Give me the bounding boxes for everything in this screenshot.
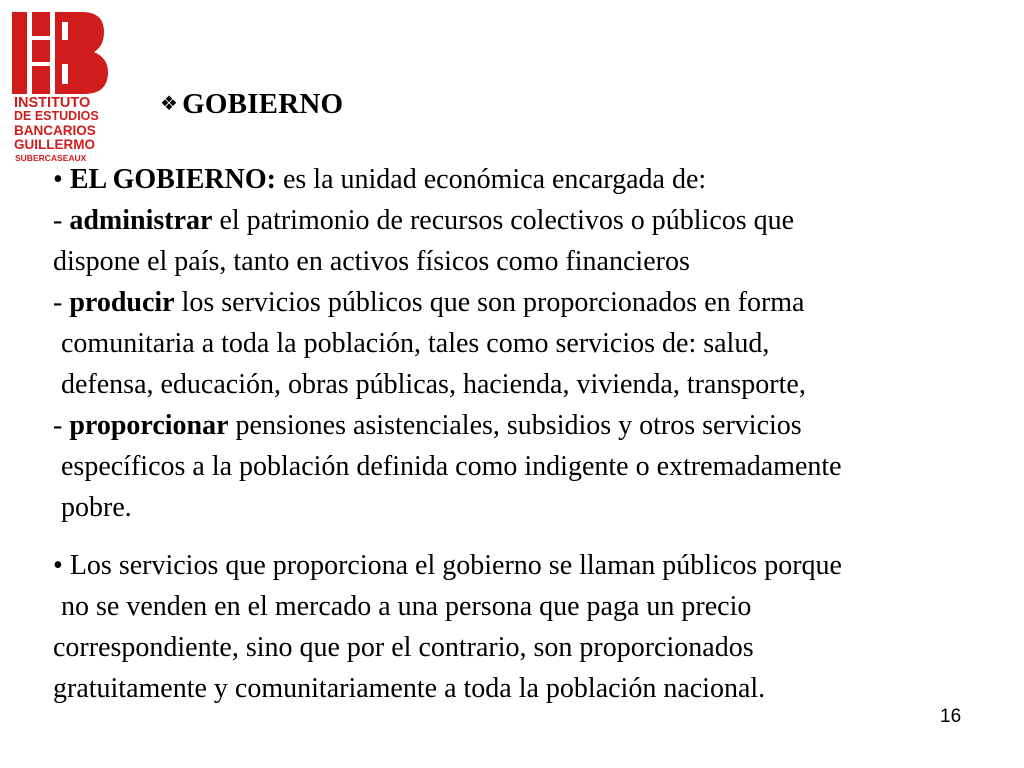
dash: - <box>53 205 70 236</box>
item-proporcionar-line-3: pobre. <box>61 492 132 523</box>
item-proporcionar-line-2: específicos a la población definida como indigente o extremadamente <box>61 451 842 482</box>
item-proporcionar-text: pensiones asistenciales, subsidios y otros servicios <box>228 410 802 441</box>
item-administrar-text: el patrimonio de recursos colectivos o públicos que <box>212 205 795 236</box>
institute-logo <box>6 8 114 163</box>
item-proporcionar-line-1 <box>53 405 802 446</box>
ieb-logo-mark-icon <box>6 8 114 98</box>
public-services-line-3: correspondiente, sino que por el contrario, son proporcionados <box>53 632 754 663</box>
definition-line <box>53 159 706 200</box>
definition-term: EL GOBIERNO: <box>69 164 276 195</box>
slide-title-text: GOBIERNO <box>182 88 344 120</box>
item-administrar-line-1 <box>53 200 794 241</box>
dash: - <box>53 410 70 441</box>
public-services-line-2: no se venden en el mercado a una persona que paga un precio <box>61 591 752 622</box>
page-number: 16 <box>940 706 962 727</box>
item-producir-line-2: comunitaria a toda la población, tales como servicios de: salud, <box>61 328 770 359</box>
item-producir-line-3: defensa, educación, obras públicas, hacienda, vivienda, transporte, <box>61 369 806 400</box>
item-producir-line-1 <box>53 282 805 323</box>
public-services-line-1 <box>53 545 842 586</box>
logo-text-line-1: INSTITUTO <box>14 95 91 111</box>
item-producir-term: producir <box>69 287 175 318</box>
item-administrar-term: administrar <box>69 205 213 236</box>
public-services-line-4: gratuitamente y comunitariamente a toda la población nacional. <box>53 673 766 704</box>
bullet-icon: • <box>53 164 63 195</box>
item-producir-text: los servicios públicos que son proporcionados en forma <box>174 287 805 318</box>
logo-text-line-4: GUILLERMO <box>14 137 95 152</box>
bullet-icon: • <box>53 550 63 581</box>
public-services-text: Los servicios que proporciona el gobierno se llaman públicos porque <box>62 550 842 581</box>
item-administrar-line-2: dispone el país, tanto en activos físicos como financieros <box>53 246 690 277</box>
definition-text: es la unidad económica encargada de: <box>275 164 707 195</box>
slide-title <box>160 88 343 121</box>
item-proporcionar-term: proporcionar <box>69 410 229 441</box>
logo-text-line-3: BANCARIOS <box>14 123 96 138</box>
logo-text-line-5: SUBERCASEAUX <box>15 153 87 163</box>
logo-text-line-2: DE ESTUDIOS <box>14 109 99 123</box>
diamond-bullet-icon: ❖ <box>160 93 179 115</box>
dash: - <box>53 287 70 318</box>
